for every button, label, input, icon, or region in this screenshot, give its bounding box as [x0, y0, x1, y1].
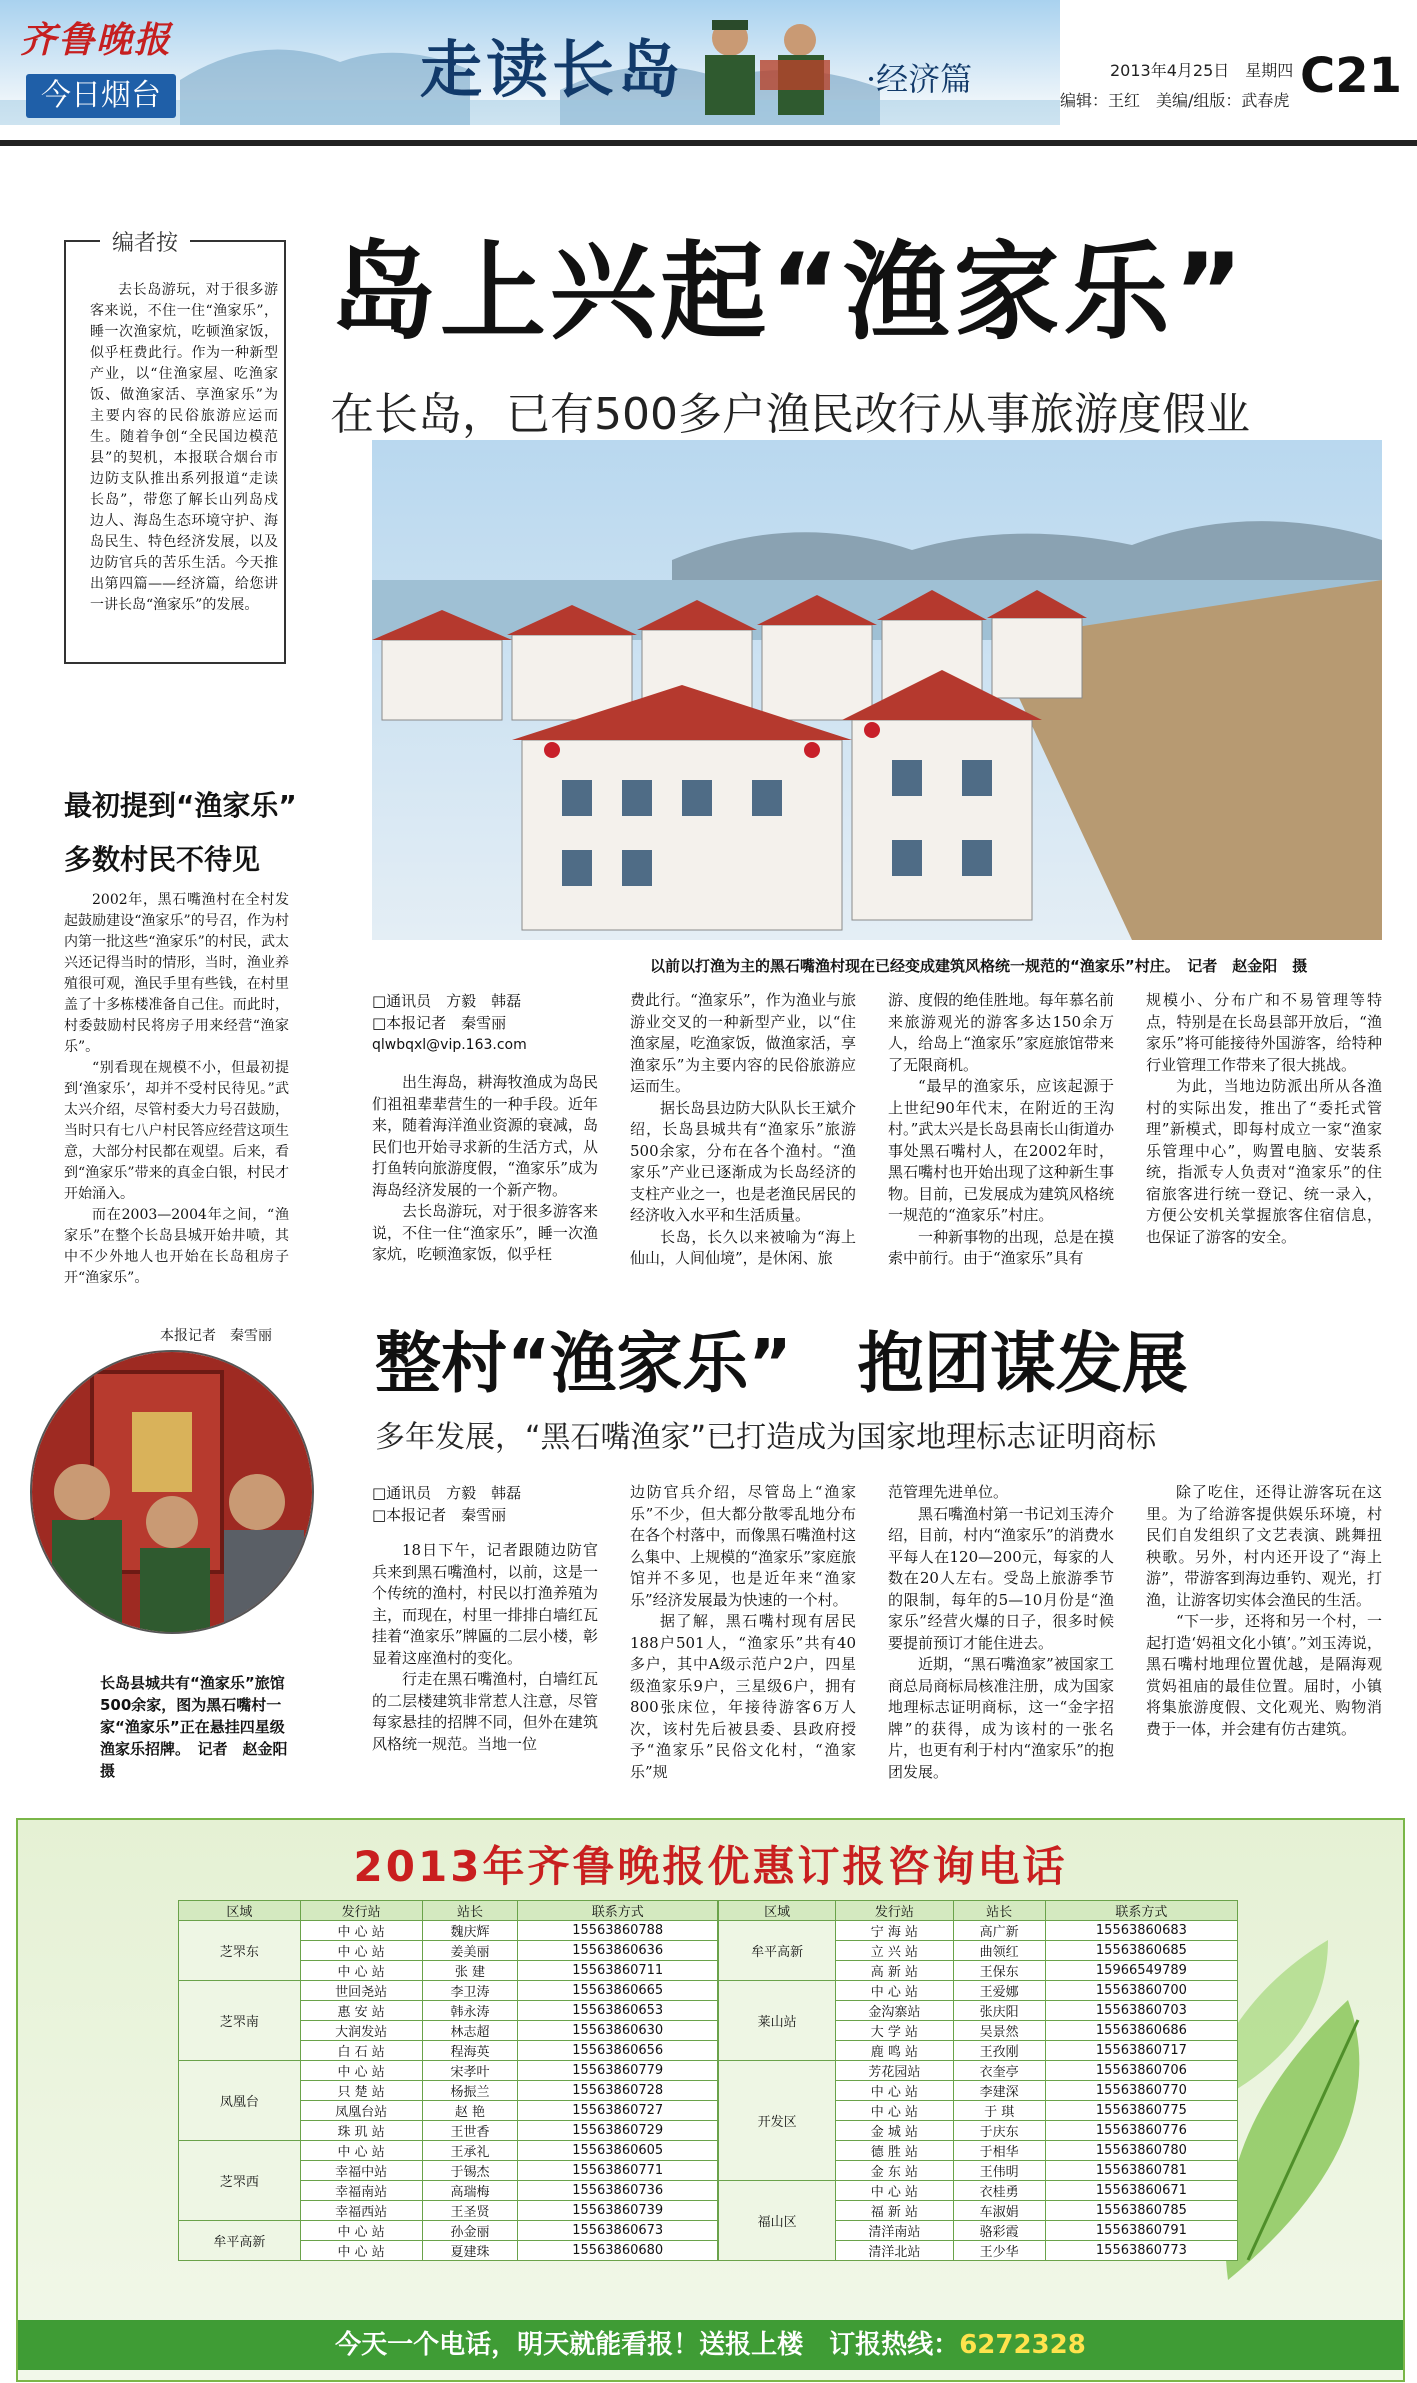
table-row [179, 2141, 718, 2161]
station-cell: 大 学 站 [836, 2021, 953, 2041]
phone-cell: 15563860700 [1045, 1981, 1237, 2001]
table-row [719, 2061, 1238, 2081]
article1-paragraph: 费此行。“渔家乐”，作为渔业与旅游业交叉的一种新型产业，以“住渔家屋，吃渔家饭，做渔家活，享渔家乐”为主要内容的民俗旅游应运而生。 [630, 991, 856, 1095]
phone-cell: 15563860773 [1045, 2241, 1237, 2261]
station-cell: 金沟寨站 [836, 2001, 953, 2021]
phone-cell: 15563860630 [518, 2021, 718, 2041]
article2-column-1 [372, 1540, 598, 1802]
manager-cell: 李卫涛 [422, 1981, 518, 2001]
subscription-ad [16, 1818, 1405, 2382]
left-story-sign: 本报记者 秦雪丽 [160, 1328, 272, 1344]
manager-cell: 赵 艳 [422, 2101, 518, 2121]
phone-cell: 15563860791 [1045, 2221, 1237, 2241]
article1-email: qlwbqxl@vip.163.com [372, 1037, 527, 1053]
station-cell: 中 心 站 [836, 1981, 953, 2001]
column-title: 走读长岛 [420, 33, 685, 106]
table-row [179, 2221, 718, 2241]
phone-cell: 15966549789 [1045, 1961, 1237, 1981]
station-cell: 金 城 站 [836, 2121, 953, 2141]
manager-cell: 李建深 [953, 2081, 1045, 2101]
manager-cell: 张 建 [422, 1961, 518, 1981]
phone-cell: 15563860781 [1045, 2161, 1237, 2181]
brand-logo: 齐鲁晚报 [20, 19, 173, 61]
region-cell: 牟平高新 [719, 1921, 836, 1981]
ad-table-left-body [179, 1921, 718, 2261]
manager-cell: 车淑娟 [953, 2201, 1045, 2221]
station-cell: 中 心 站 [300, 2241, 422, 2261]
phone-cell: 15563860775 [1045, 2101, 1237, 2121]
phone-cell: 15563860636 [518, 1941, 718, 1961]
left-story-headline: 最初提到“渔家乐” [64, 789, 297, 822]
phone-cell: 15563860671 [1045, 2181, 1237, 2201]
station-cell: 中 心 站 [836, 2081, 953, 2101]
station-cell: 幸福南站 [300, 2181, 422, 2201]
column-subtitle: ·经济篇 [866, 60, 973, 98]
article1-byline-1: □通讯员 方毅 韩磊 [372, 992, 522, 1010]
ad-footer-slogan: 今天一个电话，明天就能看报！送报上楼 订报热线： [335, 2330, 960, 2360]
station-cell: 惠 安 站 [300, 2001, 422, 2021]
manager-cell: 衣桂勇 [953, 2181, 1045, 2201]
col-header: 联系方式 [1045, 1901, 1237, 1921]
station-cell: 清洋南站 [836, 2221, 953, 2241]
phone-cell: 15563860736 [518, 2181, 718, 2201]
phone-cell: 15563860770 [1045, 2081, 1237, 2101]
col-header: 区域 [179, 1901, 301, 1921]
table-row [179, 1981, 718, 2001]
manager-cell: 夏建珠 [422, 2241, 518, 2261]
article2-byline-2: □本报记者 秦雪丽 [372, 1506, 507, 1524]
col-header: 发行站 [300, 1901, 422, 1921]
phone-cell: 15563860779 [518, 2061, 718, 2081]
manager-cell: 程海英 [422, 2041, 518, 2061]
phone-cell: 15563860776 [1045, 2121, 1237, 2141]
ad-title: 2013年齐鲁晚报优惠订报咨询电话 [353, 1842, 1068, 1891]
col-header: 发行站 [836, 1901, 953, 1921]
article1-paragraph: 一种新事物的出现，总是在摸索中前行。由于“渔家乐”具有 [888, 1227, 1114, 1267]
ad-footer-banner [18, 2320, 1403, 2370]
phone-cell: 15563860739 [518, 2201, 718, 2221]
manager-cell: 王世香 [422, 2121, 518, 2141]
signboard-photo-image [32, 1352, 312, 1632]
second-headline: 整村“渔家乐” 抱团谋发展 [375, 1325, 1188, 1402]
manager-cell: 王爱娜 [953, 1981, 1045, 2001]
manager-cell: 高广新 [953, 1921, 1045, 1941]
manager-cell: 曲领红 [953, 1941, 1045, 1961]
article2-byline-1: □通讯员 方毅 韩磊 [372, 1484, 522, 1502]
left-story-subheadline: 多数村民不待见 [64, 843, 261, 876]
phone-cell: 15563860680 [518, 2241, 718, 2261]
ad-table-left [178, 1900, 718, 2261]
phone-cell: 15563860727 [518, 2101, 718, 2121]
manager-cell: 于锡杰 [422, 2161, 518, 2181]
village-photo [372, 440, 1382, 940]
left-story-body [64, 890, 289, 1320]
table-row [719, 2181, 1238, 2201]
editor-note-text: 去长岛游玩，对于很多游客来说，不住一住“渔家乐”，睡一次渔家炕，吃顿渔家饭，似乎枉费此行。作为一种新型产业，以“住渔家屋、吃渔家饭、做渔家活、享渔家乐”为主要内容的民俗旅游应运而生。随着争创“全民国边模范县”的契机，本报联合烟台市边防支队推出系列报道“走读长岛”，带您了解长山列岛戍边人、海岛生态环境守护、海岛民生、特色经济发展，以及边防官兵的苦乐生活。今天推出第四篇——经济篇，给您讲一讲长岛“渔家乐”的发展。 [90, 282, 278, 613]
station-cell: 只 楚 站 [300, 2081, 422, 2101]
station-cell: 中 心 站 [300, 2061, 422, 2081]
station-cell: 中 心 站 [836, 2181, 953, 2201]
table-row [719, 1921, 1238, 1941]
manager-cell: 王少华 [953, 2241, 1045, 2261]
station-cell: 清洋北站 [836, 2241, 953, 2261]
station-cell: 芳花园站 [836, 2061, 953, 2081]
header-rule [0, 140, 1417, 146]
station-cell: 中 心 站 [300, 1961, 422, 1981]
station-cell: 世回尧站 [300, 1981, 422, 2001]
phone-cell: 15563860683 [1045, 1921, 1237, 1941]
manager-cell: 林志超 [422, 2021, 518, 2041]
article2-column-4 [1146, 1482, 1382, 1802]
station-cell: 福 新 站 [836, 2201, 953, 2221]
article2-paragraph: 黑石嘴渔村第一书记刘玉涛介绍，目前，村内“渔家乐”的消费水平每人在120—200元，每家的人数在20人左右。受岛上旅游季节的限制，每年的5—10月份是“渔家乐”经营火爆的日子，很多时候要提前预订才能住进去。 [888, 1504, 1114, 1652]
phone-cell: 15563860665 [518, 1981, 718, 2001]
phone-cell: 15563860653 [518, 2001, 718, 2021]
phone-cell: 15563860685 [1045, 1941, 1237, 1961]
phone-cell: 15563860656 [518, 2041, 718, 2061]
manager-cell: 于庆东 [953, 2121, 1045, 2141]
editor-note-label: 编者按 [100, 226, 190, 257]
station-cell: 中 心 站 [300, 1921, 422, 1941]
article1-paragraph: “最早的渔家乐，应该起源于上世纪90年代末，在附近的王沟村。”武太兴是长岛县南长山街道办事处黑石嘴村人，在2002年时，黑石嘴村也开始出现了这种新生事物。目前，已发展成为建筑风格统一规范的“渔家乐”村庄。 [888, 1077, 1114, 1224]
station-cell: 珠 玑 站 [300, 2121, 422, 2141]
manager-cell: 杨振兰 [422, 2081, 518, 2101]
station-cell: 鹿 鸣 站 [836, 2041, 953, 2061]
article1-paragraph: 长岛，长久以来被喻为“海上仙山，人间仙境”，是休闲、旅 [630, 1227, 856, 1267]
table-row [179, 2061, 718, 2081]
region-cell: 福山区 [719, 2181, 836, 2261]
region-cell: 开发区 [719, 2061, 836, 2181]
article1-column-2 [630, 990, 856, 1282]
phone-cell: 15563860728 [518, 2081, 718, 2101]
ad-table-right-body [719, 1921, 1238, 2261]
article1-byline-2: □本报记者 秦雪丽 [372, 1014, 507, 1032]
station-cell: 大润发站 [300, 2021, 422, 2041]
article2-column-3 [888, 1482, 1114, 1802]
manager-cell: 宋孝叶 [422, 2061, 518, 2081]
article2-paragraph: 边防官兵介绍，尽管岛上“渔家乐”不少，但大都分散零乱地分布在各个村落中，而像黑石嘴渔村这么集中、上规模的“渔家乐”家庭旅馆并不多见，也是近年来“渔家乐”经济发展最为快速的一个村。 [630, 1483, 856, 1609]
phone-cell: 15563860605 [518, 2141, 718, 2161]
manager-cell: 王保东 [953, 1961, 1045, 1981]
col-header: 区域 [719, 1901, 836, 1921]
region-cell: 芝罘西 [179, 2141, 301, 2221]
station-cell: 高 新 站 [836, 1961, 953, 1981]
manager-cell: 王伟明 [953, 2161, 1045, 2181]
region-cell: 芝罘东 [179, 1921, 301, 1981]
station-cell: 中 心 站 [836, 2101, 953, 2121]
photo-caption: 以前以打渔为主的黑石嘴渔村现在已经变成建筑风格统一规范的“渔家乐”村庄。 记者 赵金阳 摄 [650, 957, 1308, 975]
manager-cell: 王圣贤 [422, 2201, 518, 2221]
manager-cell: 韩永涛 [422, 2001, 518, 2021]
phone-cell: 15563860788 [518, 1921, 718, 1941]
station-cell: 白 石 站 [300, 2041, 422, 2061]
main-subheadline: 在长岛，已有500多户渔民改行从事旅游度假业 [330, 389, 1250, 440]
article2-column-2 [630, 1482, 856, 1802]
village-photo-image [372, 440, 1382, 940]
manager-cell: 吴景然 [953, 2021, 1045, 2041]
article1-column-3 [888, 990, 1114, 1282]
article1-column-4 [1146, 990, 1382, 1282]
article2-paragraph: 据了解，黑石嘴村现有居民188户501人，“渔家乐”共有40多户，其中A级示范户2户，四星级渔家乐9户，三星级6户，拥有800张床位，年接待游客6万人次，该村先后被县委、县政府授予“渔家乐”民俗文化村，“渔家乐”规 [630, 1612, 856, 1781]
manager-cell: 魏庆辉 [422, 1921, 518, 1941]
phone-cell: 15563860729 [518, 2121, 718, 2141]
manager-cell: 孙金丽 [422, 2221, 518, 2241]
article2-paragraph: “下一步，还将和另一个村，一起打造‘妈祖文化小镇’。”刘玉涛说，黑石嘴村地理位置优越，是隔海观赏妈祖庙的最佳位置。届时，小镇将集旅游度假、文化观光、购物消费于一体，并会建有仿古建筑。 [1146, 1612, 1382, 1738]
ad-hotline-number: 6272328 [959, 2330, 1086, 2360]
article1-paragraph: 规模小、分布广和不易管理等特点，特别是在长岛县部开放后，“渔家乐”将可能接待外国游客，给特种行业管理工作带来了很大挑战。 [1146, 991, 1382, 1074]
page-number: C21 [1300, 48, 1403, 104]
article1-paragraph: 出生海岛，耕海牧渔成为岛民们祖祖辈辈营生的一种手段。近年来，随着海洋渔业资源的衰减，岛民们也开始寻求新的生活方式，从打鱼转向旅游度假，“渔家乐”成为海岛经济发展的一个新产物。 [372, 1073, 598, 1199]
article1-paragraph: 去长岛游玩，对于很多游客来说，不住一住“渔家乐”，睡一次渔家炕，吃顿渔家饭，似乎枉 [372, 1202, 598, 1263]
col-header: 站长 [953, 1901, 1045, 1921]
article1-paragraph: 为此，当地边防派出所从各渔村的实际出发，推出了“委托式管理”新模式，即每村成立一家“渔家乐管理中心”，购置电脑、安装系统，指派专人负责对“渔家乐”的住宿旅客进行统一登记、统一录入，方便公安机关掌握旅客住宿信息，也保证了游客的安全。 [1146, 1077, 1382, 1246]
page-header [0, 0, 1417, 140]
station-cell: 德 胜 站 [836, 2141, 953, 2161]
ad-table-right [718, 1900, 1238, 2261]
editor-line: 编辑：王红 美编/组版：武春虎 [1060, 91, 1290, 110]
manager-cell: 张庆阳 [953, 2001, 1045, 2021]
region-cell: 凤凰台 [179, 2061, 301, 2141]
signboard-photo [30, 1350, 314, 1634]
col-header: 联系方式 [518, 1901, 718, 1921]
article2-paragraph: 近期，“黑石嘴渔家”被国家工商总局商标局核准注册，成为国家地理标志证明商标，这一“金字招牌”的获得，成为该村的一张名片，也更有利于村内“渔家乐”的抱团发展。 [888, 1655, 1114, 1781]
station-cell: 中 心 站 [300, 2221, 422, 2241]
manager-cell: 姜美丽 [422, 1941, 518, 1961]
station-cell: 中 心 站 [300, 2141, 422, 2161]
manager-cell: 高瑞梅 [422, 2181, 518, 2201]
station-cell: 幸福中站 [300, 2161, 422, 2181]
station-cell: 立 兴 站 [836, 1941, 953, 1961]
station-cell: 金 东 站 [836, 2161, 953, 2181]
edition-badge: 今日烟台 [26, 74, 176, 118]
left-story-paragraph: 2002年，黑石嘴渔村在全村发起鼓励建设“渔家乐”的号召，作为村内第一批这些“渔家乐”的村民，武太兴还记得当时的情形，当时，渔业养殖很可观，渔民手里有些钱，在村里盖了十多栋楼准备自己住。而此时，村委鼓励村民将房子用来经营“渔家乐”。 [64, 892, 289, 1055]
col-header: 站长 [422, 1901, 518, 1921]
article1-column-1 [372, 1072, 598, 1282]
article2-paragraph: 18日下午，记者跟随边防官兵来到黑石嘴渔村，以前，这是一个传统的渔村，村民以打渔养殖为主，而现在，村里一排排白墙红瓦挂着“渔家乐”牌匾的二层小楼，彰显着这座渔村的变化。 [372, 1541, 598, 1667]
manager-cell: 王孜刚 [953, 2041, 1045, 2061]
phone-cell: 15563860785 [1045, 2201, 1237, 2221]
left-story-paragraph: “别看现在规模不小，但最初提到‘渔家乐’，却并不受村民待见。”武太兴介绍，尽管村委大力号召鼓励，当时只有七八户村民答应经营这项生意，大部分村民都在观望。后来，看到“渔家乐”带来的真金白银，村民才开始涌入。 [64, 1060, 289, 1202]
phone-cell: 15563860673 [518, 2221, 718, 2241]
article2-paragraph: 范管理先进单位。 [888, 1483, 1009, 1501]
station-cell: 幸福西站 [300, 2201, 422, 2221]
phone-cell: 15563860706 [1045, 2061, 1237, 2081]
phone-cell: 15563860717 [1045, 2041, 1237, 2061]
article1-paragraph: 游、度假的绝佳胜地。每年慕名前来旅游观光的游客多达150余万人，给岛上“渔家乐”家庭旅馆带来了无限商机。 [888, 991, 1114, 1074]
article2-paragraph: 除了吃住，还得让游客玩在这里。为了给游客提供娱乐环境，村民们自发组织了文艺表演、跳舞扭秧歌。另外，村内还开设了“海上游”，带游客到海边垂钓、观光，打渔，让游客切实体会渔民的生活。 [1146, 1483, 1382, 1609]
phone-cell: 15563860703 [1045, 2001, 1237, 2021]
manager-cell: 于相华 [953, 2141, 1045, 2161]
article1-paragraph: 据长岛县边防大队队长王斌介绍，长岛县城共有“渔家乐”旅游500余家，分布在各个渔村。“渔家乐”产业已逐渐成为长岛经济的支柱产业之一，也是老渔民居民的经济收入水平和生活质量。 [630, 1098, 856, 1224]
signboard-photo-caption: 长岛县城共有“渔家乐”旅馆500余家，图为黑石嘴村一家“渔家乐”正在悬挂四星级渔家乐招牌。 记者 赵金阳 摄 [100, 1674, 303, 1780]
phone-cell: 15563860771 [518, 2161, 718, 2181]
station-cell: 凤凰台站 [300, 2101, 422, 2121]
date-line: 2013年4月25日 星期四 [1110, 61, 1294, 80]
station-cell: 宁 海 站 [836, 1921, 953, 1941]
manager-cell: 于 琪 [953, 2101, 1045, 2121]
main-headline: 岛上兴起“渔家乐” [330, 231, 1248, 354]
manager-cell: 王承礼 [422, 2141, 518, 2161]
phone-cell: 15563860711 [518, 1961, 718, 1981]
station-cell: 中 心 站 [300, 1941, 422, 1961]
region-cell: 莱山站 [719, 1981, 836, 2061]
left-story-paragraph: 而在2003—2004年之间，“渔家乐”在整个长岛县城开始井喷，其中不少外地人也开始在长岛租房子开“渔家乐”。 [64, 1207, 289, 1286]
table-row [179, 1921, 718, 1941]
region-cell: 牟平高新 [179, 2221, 301, 2261]
region-cell: 芝罘南 [179, 1981, 301, 2061]
phone-cell: 15563860686 [1045, 2021, 1237, 2041]
phone-cell: 15563860780 [1045, 2141, 1237, 2161]
manager-cell: 衣奎亭 [953, 2061, 1045, 2081]
second-subheadline: 多年发展，“黑石嘴渔家”已打造成为国家地理标志证明商标 [375, 1420, 1157, 1455]
table-row [719, 1981, 1238, 2001]
article2-paragraph: 行走在黑石嘴渔村，白墙红瓦的二层楼建筑非常惹人注意，尽管每家悬挂的招牌不同，但外在建筑风格统一规范。当地一位 [372, 1670, 598, 1753]
manager-cell: 骆彩霞 [953, 2221, 1045, 2241]
